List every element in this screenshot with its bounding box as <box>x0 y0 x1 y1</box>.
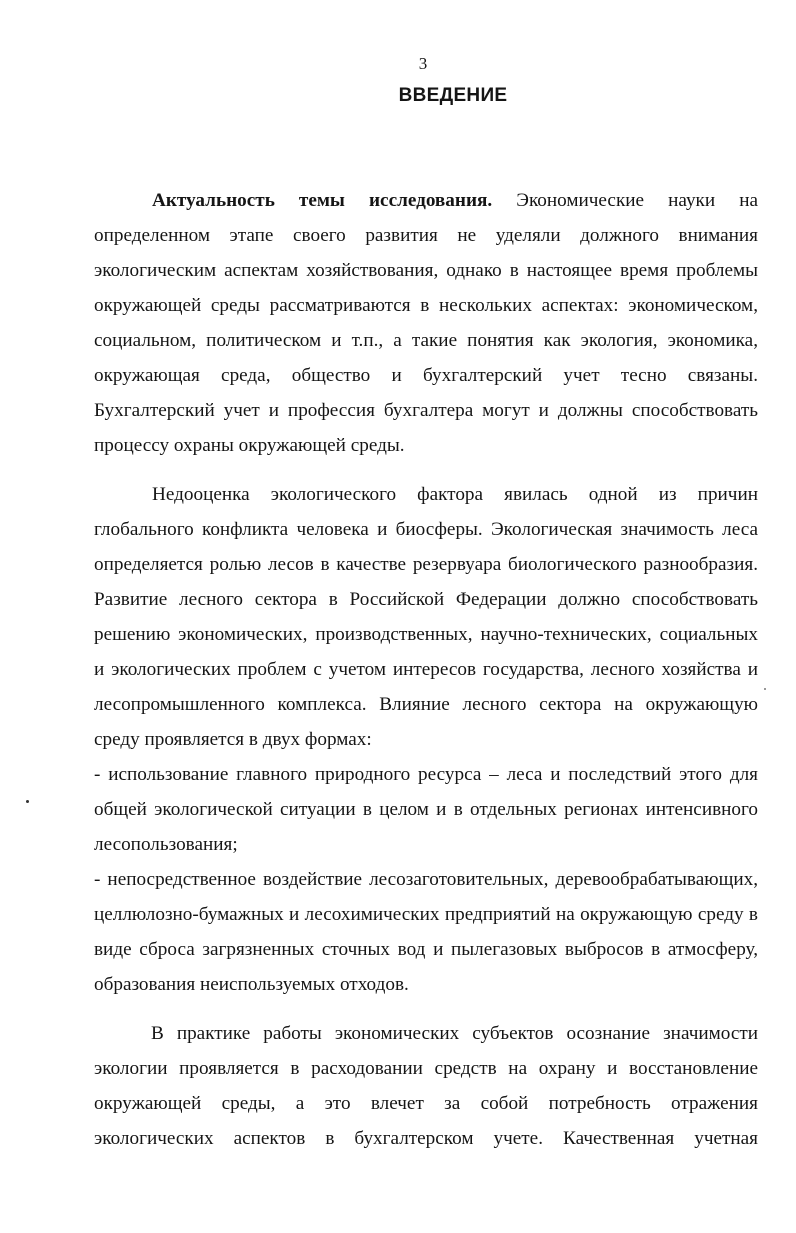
list-item: - использование главного природного ресурса – леса и последствий этого для общей экологической ситуации в целом и в отдельных регионах интенсивного лесопользования; <box>94 764 758 855</box>
section-heading: ВВЕДЕНИЕ <box>398 85 508 106</box>
list-item: - непосредственное воздействие лесозаготовительных, деревообрабатывающих, целлюлозно-бумажных и лесохимических предприятий на окружающую среду в виде сброса загрязненных сточных вод и пылегазовых выбросов в атмосферу, образования неиспользуемых отходов. <box>94 869 758 995</box>
paragraph-relevance <box>94 183 758 463</box>
scan-speck <box>764 688 766 690</box>
paragraph-practice: В практике работы экономических субъектов осознание значимости экологии проявляется в расходовании средств на охрану и восстановление окружающей среды, а это влечет за собой потребность отражения экологических аспектов в бухгалтерском учете. Качественная учетная <box>94 1023 758 1149</box>
paragraph-underestimation: Недооценка экологического фактора явилась одной из причин глобального конфликта человека и биосферы. Экологическая значимость леса определяется ролью лесов в качестве резервуара биологического разнообразия. Развитие лесного сектора в Российской Федерации должно способствовать решению экономических, производственных, научно-технических, социальных и экологических проблем с учетом интересов государства, лесного хозяйства и лесопромышленного комплекса. Влияние лесного сектора на окружающую среду проявляется в двух формах: <box>94 484 758 750</box>
paragraph-lead: Актуальность темы исследования. <box>152 190 493 211</box>
scan-speck <box>26 800 29 803</box>
paragraph-text: Экономические науки на определенном этапе своего развития не уделяли должного внимания экологическим аспектам хозяйствования, однако в настоящее время проблемы окружающей среды рассматриваются в нескольких аспектах: экономическом, социальном, политическом и т.п., а такие понятия как экология, экономика, окружающая среда, общество и бухгалтерский учет тесно связаны. Бухгалтерский учет и профессия бухгалтера могут и должны способствовать процессу охраны окружающей среды. <box>94 190 759 456</box>
body-text <box>94 183 758 1156</box>
page-number: 3 <box>418 54 428 73</box>
